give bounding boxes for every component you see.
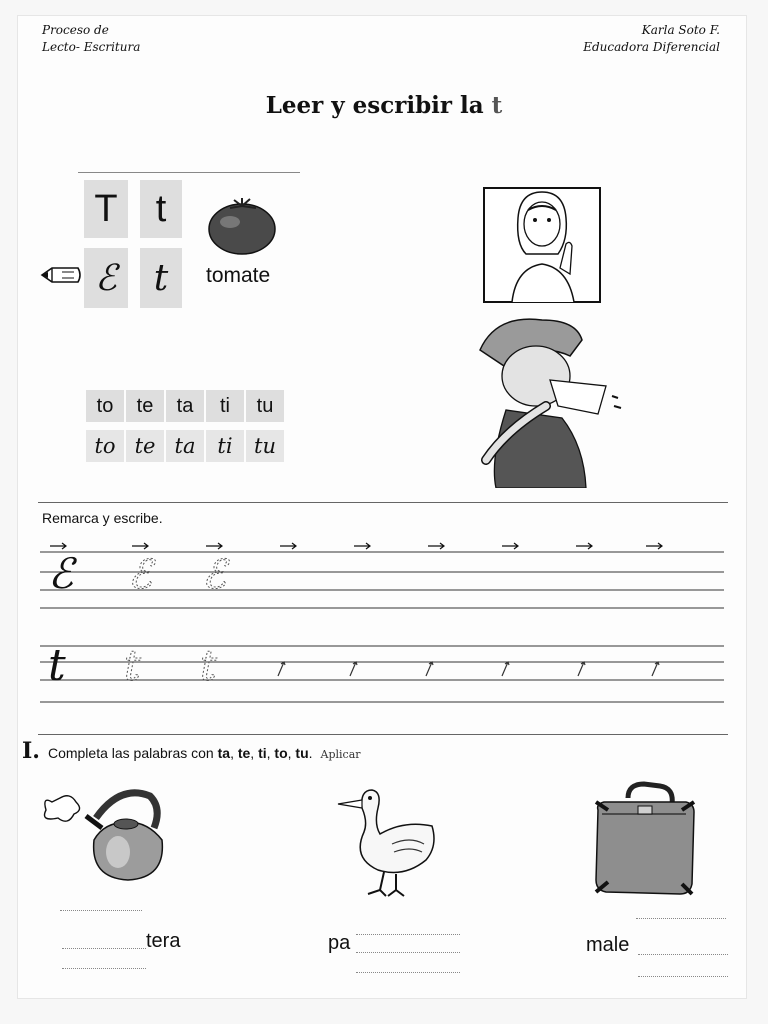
svg-text:ℰ: ℰ (128, 552, 153, 598)
syllable-cursive-ta: ta (166, 430, 204, 462)
blank-line-duck-3 (356, 972, 460, 973)
page-title-text: Leer y escribir la (265, 92, 484, 119)
svg-text:ℰ: ℰ (202, 552, 227, 598)
option-to: to (274, 745, 288, 761)
word-prefix-male: male (586, 934, 630, 956)
option-tu: tu (295, 745, 309, 761)
cursive-uppercase-t: ℰ (84, 248, 128, 308)
svg-text:ℰ: ℰ (48, 549, 74, 598)
handwriting-practice-lines (40, 536, 724, 716)
pencil-icon (38, 264, 84, 286)
exercise-text-prefix: Completa las palabras con (47, 745, 214, 761)
blank-line-kettle-2[interactable] (62, 948, 146, 949)
blank-line-kettle-3 (62, 968, 146, 969)
header-right (583, 22, 720, 56)
syllable-to: to (86, 390, 124, 422)
blank-line-suitcase-1 (636, 918, 726, 919)
header-author-role: Educadora Diferencial (583, 40, 720, 54)
syllables-print-row (86, 390, 284, 422)
syllable-cursive-ti: ti (206, 430, 244, 462)
syllable-te: te (126, 390, 164, 422)
option-ti: ti (258, 745, 267, 761)
suitcase-icon (588, 780, 706, 900)
blank-line-duck-1 (356, 934, 460, 935)
kettle-icon (38, 782, 178, 886)
option-te: te (237, 745, 251, 761)
svg-text:t: t (48, 640, 66, 691)
blank-line-kettle-1 (60, 910, 142, 911)
word-suffix-tera: tera (146, 930, 181, 952)
syllable-ta: ta (166, 390, 204, 422)
header-author: Karla Soto F. (641, 23, 720, 37)
word-tomate: tomate (206, 264, 271, 287)
header-left (42, 22, 140, 56)
page-title (0, 92, 768, 119)
practice-top-rule (38, 502, 728, 503)
syllable-tu: tu (246, 390, 284, 422)
blank-line-suitcase-3 (638, 976, 728, 977)
duck-icon (334, 786, 442, 900)
exercise-instruction (22, 738, 361, 764)
print-lowercase-t: t (140, 180, 182, 238)
option-ta: ta (217, 745, 231, 761)
practice-instruction: Remarca y escribe. (42, 510, 163, 526)
exercise-number: I. (22, 738, 40, 764)
exercise-text: Completa las palabras con ta, te, ti, to, tu. (47, 745, 313, 761)
tomato-icon (204, 196, 280, 256)
letter-block-rule (78, 172, 300, 173)
svg-text:t: t (200, 641, 217, 690)
page-title-letter: t (491, 92, 503, 119)
blank-line-duck-2[interactable] (356, 952, 460, 953)
girl-silence-illustration (482, 184, 602, 304)
blank-line-suitcase-2[interactable] (638, 954, 728, 955)
header-process-label: Proceso de (42, 23, 109, 37)
exercise-tag: Aplicar (320, 748, 361, 761)
exercise-top-rule (38, 734, 728, 735)
sneezing-person-illustration (466, 310, 626, 488)
print-uppercase-t: T (84, 180, 128, 238)
syllable-cursive-tu: tu (246, 430, 284, 462)
syllables-cursive-row (86, 430, 284, 462)
svg-text:t: t (124, 641, 141, 690)
syllable-cursive-te: te (126, 430, 164, 462)
header-subject-label: Lecto- Escritura (42, 40, 141, 54)
cursive-lowercase-t: t (140, 248, 182, 308)
syllable-ti: ti (206, 390, 244, 422)
word-prefix-pa: pa (328, 932, 351, 954)
syllable-cursive-to: to (86, 430, 124, 462)
